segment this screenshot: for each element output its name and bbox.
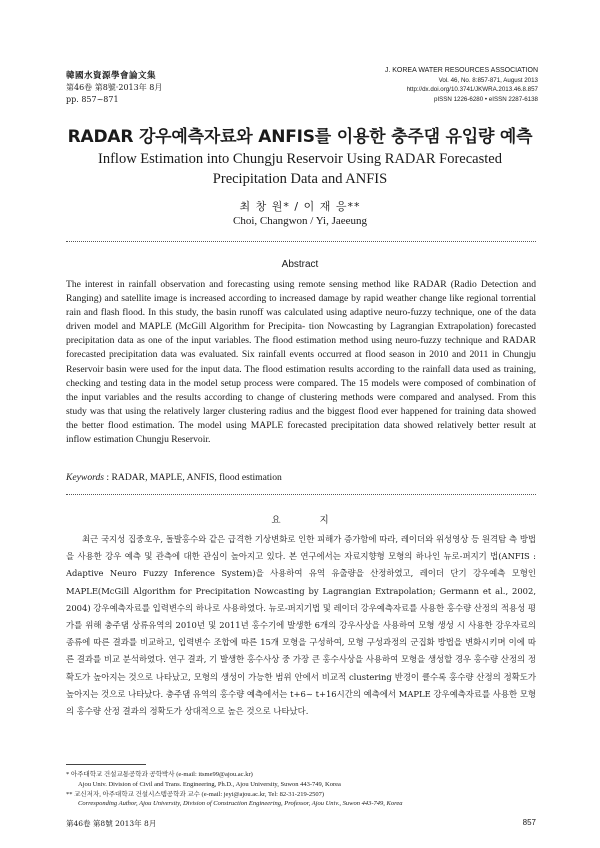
journal-korean-name: 韓國水資源學會論文集: [66, 71, 157, 81]
abstract-line: for training data showed the better flood estimation. The model using MAPLE forecasted precipitation data: [66, 405, 536, 431]
title-english-line1: Inflow Estimation into Chungju Reservoir Using RADAR Forecasted: [98, 151, 502, 167]
yoji-body: [66, 531, 536, 720]
abstract-line: tion Nowcasting by Lagrangian Extrapolation) forecasted precipitation data as one of the input variables.: [66, 321, 536, 347]
divider-middle: [66, 494, 536, 495]
doi-link[interactable]: http://dx.doi.org/10.3741/JKWRA.2013.46.8.857: [406, 86, 538, 93]
volume-info: Vol. 46, No. 8:857-871, August 2013: [438, 76, 538, 84]
divider-top: [66, 241, 536, 242]
abstract-line: Detection and Ranging) and satellite image is increased according to increased damage by rapid weather: [66, 279, 537, 305]
abstract-line: adaptive neuro-fuzzy technique, one of the data driven model and MAPLE (McGill Algorithm for Precipita-: [66, 307, 537, 333]
abstract-line: and testing data in the model setup process were compared. The 15 models were composed of combination: [103, 377, 528, 389]
abstract-heading: Abstract: [281, 259, 319, 270]
yoji-line: 나타났다.: [273, 706, 309, 717]
footnote-rule: [66, 764, 146, 765]
yoji-line: 최근 국지성 집중호우, 돌발홍수와 같은 급격한 기상변화로 인한 피해가 증가함에 따라, 레이더와 위성영상 등 원격탐: [82, 534, 509, 544]
journal-header-right: [385, 66, 538, 104]
title-english-line2: Precipitation Data and ANFIS: [212, 171, 388, 187]
yoji-line: t+16시간의 예측에서 MAPLE 강우예측자료를 사용한 모형의 홍수량 산정 결과의 정확도가 상대적으로 높은 것으로: [66, 688, 536, 717]
keywords-list: : RADAR, MAPLE, ANFIS, flood estimation: [104, 472, 282, 483]
yoji-line: 방법을 변화시키며 이에 따른 결과를 비교 분석하였다. 연구 결과, 기 발생한 홍수사상 중 가장 큰 홍수사상을 사용하여: [66, 637, 536, 665]
abstract-line: The interest in rainfall observation and forecasting using remote sensing method like RADAR (Radio: [66, 279, 481, 290]
footnote-2-english: Corresponding Author, Ajou University, Division of Construction Engineering, Professor, Ajou Univ., Suwon 443-749, Korea: [78, 800, 403, 808]
keywords-line: [66, 472, 282, 483]
title-english: [60, 149, 540, 189]
abstract-body: [66, 278, 536, 447]
journal-english-name: J. KOREA WATER RESOURCES ASSOCIATION: [384, 67, 538, 74]
page-range: pp. 857~871: [66, 95, 119, 104]
footnote-1-english: Ajou Univ. Division of Civil and Trans. Engineering, Ph.D., Ajou University, Suwon 443-749, Korea: [78, 780, 341, 788]
yoji-line: clustering 반경이 클수록 홍수량 산정의 정확도가 높아지는 것으로 나타났다. 충주댐 유역의 홍수량 예측에서는 t+6~: [66, 671, 536, 699]
authors-english: Choi, Changwon / Yi, Jaeeung: [232, 215, 368, 227]
volume-issue: 第46卷 第8號·2013年 8月: [66, 83, 163, 92]
yoji-line: 법(ANFIS : Adaptive Neuro Fuzzy Inference System)을 사용하여 유역 유출량을 산정하였고, 레이더 단기 강우예측: [66, 551, 536, 579]
yoji-heading: 요 지: [271, 515, 347, 526]
issn: pISSN 1226-6280 • eISSN 2287-6138: [434, 95, 538, 103]
footnote-1-korean: * 아주대학교 건설교통공학과 공학박사 (e-mail: itsme99@ajou.ac.kr): [66, 771, 253, 778]
keywords-label: Keywords: [66, 472, 105, 483]
abstract-line: change like regional torrential rain and flash flood. In this study, the basin runoff was calculated using: [66, 293, 536, 319]
footnote-2-korean: ** 교신저자, 아주대학교 건설시스템공학과 교수 (e-mail: jeyi@ajou.ac.kr, Tel: 82-31-219-2507): [66, 790, 325, 798]
footer-issue: 第46卷 第8號 2013年 8月: [66, 819, 157, 828]
yoji-line: 적용성 평가를 위해 충주댐 상류유역의 2010년 및 2011년 홍수기에 발생한 6개의 강우사상을 사용하여 모형 생성 시: [66, 602, 536, 631]
abstract-line: evaluated. Six rainfall events occurred at flood season in 2010 and 2011 in Chungju Reservoir basin were: [66, 349, 536, 375]
journal-header-left: [66, 70, 162, 106]
abstract-line: of the input variables and the results according to change of clustering methods were compared and analysed.: [66, 377, 536, 403]
abstract-line: From this study was that using the relatively larger clustering radius and the biggest flood ever happened: [66, 391, 536, 417]
yoji-line: 측 방법을 사용한 강우 예측 및 관측에 대한 관심이 높아지고 있다. 본 연구에서는 자료지향형 모형의 하나인 뉴로-퍼지기: [66, 534, 536, 562]
abstract-line: The flood estimation method using neuro-fuzzy technique and RADAR forecasted precipitation data was: [66, 335, 536, 361]
yoji-line: 모형을 생성할 경우 홍수량 산정의 정확도가 높아지는 것으로 나타났고, 모형의 생성이 가능한 범위 안에서 비교적: [66, 654, 536, 682]
yoji-line: 2004) 강우예측자료를 입력변수의 하나로 사용하였다. 뉴로-퍼지기법 및 레이더 강우예측자료를 사용한 홍수량 산정의: [66, 602, 501, 613]
yoji-line: 모형인 MAPLE(McGill Algorithm for Precipitation Nowcasting by Lagrangian Extrapolation; Germann et al., 2002,: [66, 568, 536, 596]
abstract-line: used for the input data. The flood estimation results according to the rainfall data used as training, checking: [66, 363, 536, 389]
footnotes: [66, 770, 546, 809]
yoji-line: 사용한 강우자료의 종류에 따른 결과를 비교하고, 입력변수 조합에 따른 15개 모형을 구성하여, 모형 구성과정의 군집화: [66, 620, 536, 648]
page-number: 857: [522, 818, 536, 827]
abstract-line: showed relatively better result at inflow estimation Chungju Reservoir.: [66, 419, 536, 446]
title-korean: RADAR 강우예측자료와 ANFIS를 이용한 충주댐 유입량 예측: [67, 127, 533, 147]
authors-korean: 최 창 원* / 이 재 응**: [239, 200, 361, 213]
